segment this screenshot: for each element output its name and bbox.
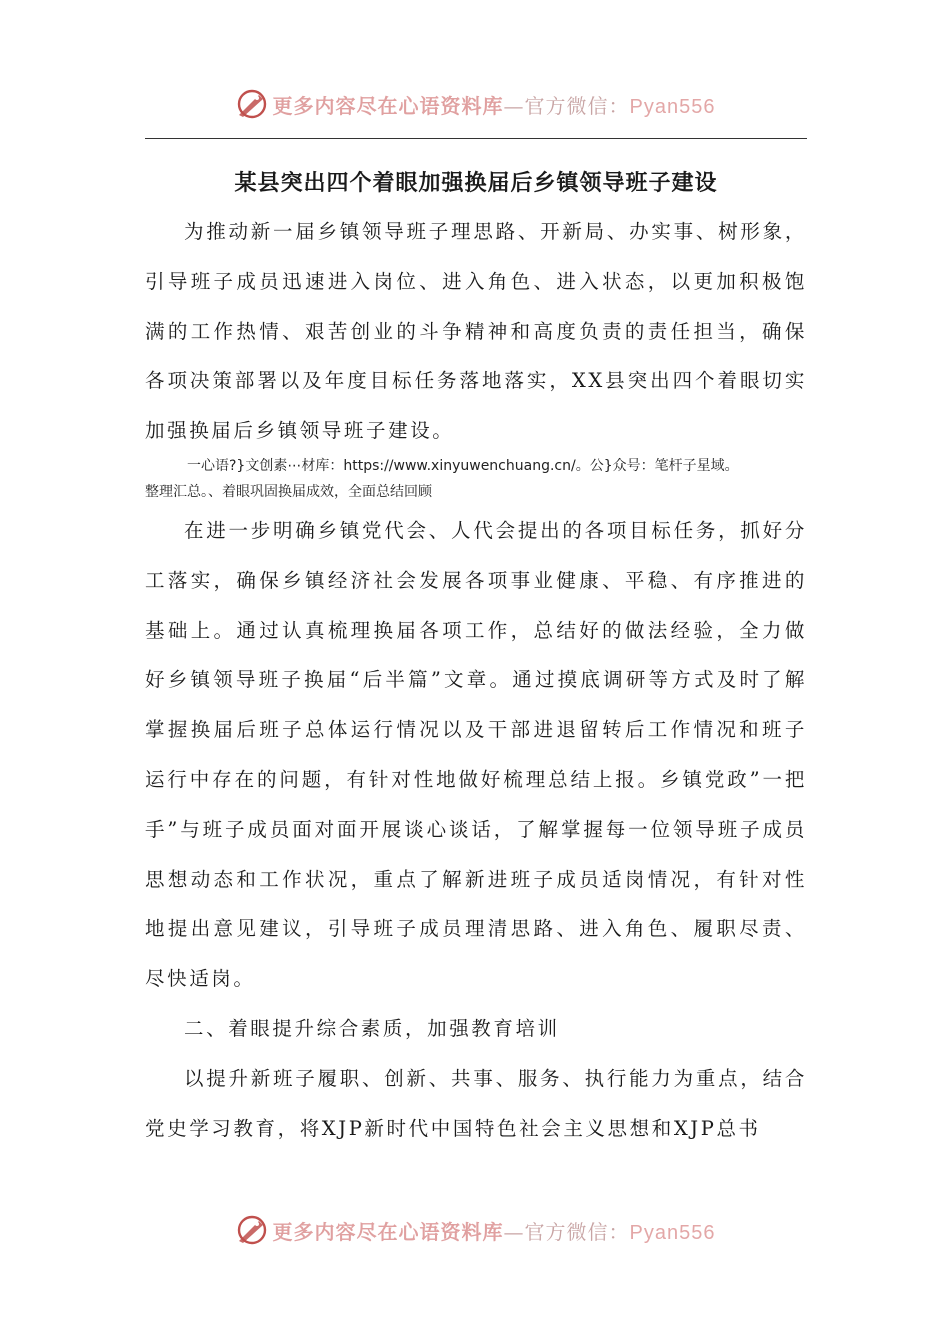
banner-text: 更多内容尽在心语资料库—官方微信：Pyan556 (272, 93, 716, 118)
source-note (145, 453, 807, 505)
source-note-line-1: 一心语?}文创素⋯材库：https://www.xinyuwenchuang.cn/。公}众号：笔杆子星域。 (187, 458, 739, 474)
section-heading-2: 二、着眼提升综合素质，加强教育培训 (184, 1017, 560, 1040)
source-note-line-2: 整理汇总。、着眼巩固换届成效，全面总结回顾 (145, 484, 432, 500)
body-paragraph-3: 以提升新班子履职、创新、共事、服务、执行能力为重点，结合党史学习教育，将XJP新时代中国特色社会主义思想和XJP总书 (145, 1067, 807, 1140)
document-title: 某县突出四个着眼加强换届后乡镇领导班子建设 (234, 170, 718, 196)
body-paragraph-2: 在进一步明确乡镇党代会、人代会提出的各项目标任务，抓好分工落实，确保乡镇经济社会发展各项事业健康、平稳、有序推进的基础上。通过认真梳理换届各项工作，总结好的做法经验，全力做好乡镇领导班子换届“后半篇”文章。通过摸底调研等方式及时了解掌握换届后班子总体运行情况以及干部进退留转后工作情况和班子运行中存在的问题，有针对性地做好梳理总结上报。乡镇党政”一把手”与班子成员面对面开展谈心谈话，了解掌握每一位领导班子成员思想动态和工作状况，重点了解新进班子成员适岗情况，有针对性地提出意见建议，引导班子成员理清思路、进入角色、履职尽责、尽快适岗。 (145, 519, 807, 991)
header-banner (0, 84, 950, 124)
pen-circle-logo-icon (235, 1213, 269, 1247)
header-rule (145, 138, 807, 139)
intro-paragraph: 为推动新一届乡镇领导班子理思路、开新局、办实事、树形象，引导班子成员迅速进入岗位、进入角色、进入状态，以更加积极饱满的工作热情、艰苦创业的斗争精神和高度负责的责任担当，确保各项决策部署以及年度目标任务落地落实，XX县突出四个着眼切实加强换届后乡镇领导班子建设。 (145, 220, 807, 443)
banner-text: 更多内容尽在心语资料库—官方微信：Pyan556 (272, 1219, 716, 1244)
pen-circle-logo-icon (235, 87, 269, 121)
footer-banner (0, 1210, 950, 1250)
